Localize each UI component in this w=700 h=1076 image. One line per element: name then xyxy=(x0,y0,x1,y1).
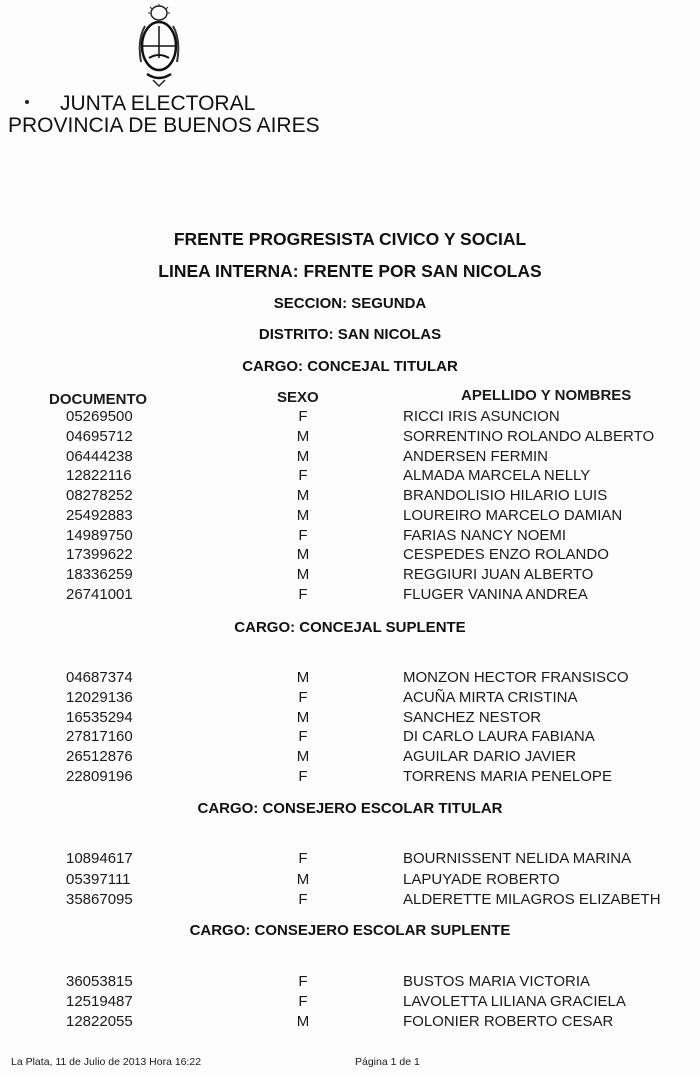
sex-cell: M xyxy=(296,669,310,686)
cargo-heading: CARGO: CONSEJERO ESCOLAR SUPLENTE xyxy=(189,922,511,939)
coat-of-arms-seal-icon xyxy=(137,4,181,88)
sex-cell: M xyxy=(296,871,310,888)
name-cell: SANCHEZ NESTOR xyxy=(403,709,542,726)
document-cell: 05397111 xyxy=(66,871,131,888)
column-header-names: APELLIDO Y NOMBRES xyxy=(461,387,632,404)
table-row xyxy=(0,527,700,547)
table-row xyxy=(0,408,700,428)
document-cell: 16535294 xyxy=(66,709,133,726)
name-cell: LAVOLETTA LILIANA GRACIELA xyxy=(403,993,626,1010)
sex-cell: F xyxy=(298,408,308,425)
document-cell: 12029136 xyxy=(66,689,133,706)
document-cell: 10894617 xyxy=(66,850,133,867)
document-cell: 17399622 xyxy=(66,546,133,563)
name-cell: LOUREIRO MARCELO DAMIAN xyxy=(403,507,623,524)
sex-cell: F xyxy=(298,973,308,990)
party-title: FRENTE PROGRESISTA CIVICO Y SOCIAL xyxy=(173,229,527,249)
table-row xyxy=(0,709,700,729)
document-cell: 04695712 xyxy=(66,428,133,445)
name-cell: TORRENS MARIA PENELOPE xyxy=(403,768,612,785)
district-title: DISTRITO: SAN NICOLAS xyxy=(258,326,442,343)
table-row xyxy=(0,891,700,911)
sex-cell: F xyxy=(298,689,308,706)
cargo-heading: CARGO: CONCEJAL TITULAR xyxy=(242,358,458,375)
sex-cell: M xyxy=(296,709,310,726)
sex-cell: M xyxy=(296,448,310,465)
sex-cell: M xyxy=(296,546,310,563)
document-cell: 14989750 xyxy=(66,527,133,544)
name-cell: ANDERSEN FERMIN xyxy=(403,448,549,465)
table-row xyxy=(0,669,700,689)
table-row xyxy=(0,428,700,448)
cargo-heading: CARGO: CONCEJAL SUPLENTE xyxy=(234,619,466,636)
footer-page-number: Página 1 de 1 xyxy=(355,1056,420,1068)
sex-cell: F xyxy=(298,586,308,603)
name-cell: FOLONIER ROBERTO CESAR xyxy=(403,1013,614,1030)
document-cell: 08278252 xyxy=(66,487,133,504)
sex-cell: M xyxy=(296,1013,310,1030)
sex-cell: F xyxy=(298,850,308,867)
document-cell: 35867095 xyxy=(66,891,133,908)
table-row xyxy=(0,487,700,507)
sex-cell: F xyxy=(298,527,308,544)
name-cell: FLUGER VANINA ANDREA xyxy=(403,586,588,603)
sex-cell: M xyxy=(296,566,310,583)
sex-cell: F xyxy=(298,993,308,1010)
document-cell: 26512876 xyxy=(66,748,133,765)
column-header-document: DOCUMENTO xyxy=(49,391,148,408)
document-cell: 06444238 xyxy=(66,448,133,465)
document-cell: 27817160 xyxy=(66,728,133,745)
sex-cell: M xyxy=(296,748,310,765)
table-row xyxy=(0,507,700,527)
sex-cell: M xyxy=(296,487,310,504)
name-cell: LAPUYADE ROBERTO xyxy=(403,871,560,888)
document-cell: 26741001 xyxy=(66,586,133,603)
document-cell: 12519487 xyxy=(66,993,133,1010)
name-cell: FARIAS NANCY NOEMI xyxy=(403,527,567,544)
sex-cell: F xyxy=(298,467,308,484)
name-cell: ACUÑA MIRTA CRISTINA xyxy=(403,689,578,706)
document-cell: 18336259 xyxy=(66,566,133,583)
name-cell: ALMADA MARCELA NELLY xyxy=(403,467,591,484)
table-row xyxy=(0,566,700,586)
footer-date: La Plata, 11 de Julio de 2013 Hora 16:22 xyxy=(11,1056,202,1068)
bullet-dot xyxy=(25,100,29,104)
name-cell: MONZON HECTOR FRANSISCO xyxy=(403,669,629,686)
table-row xyxy=(0,467,700,487)
sex-cell: M xyxy=(296,428,310,445)
name-cell: BRANDOLISIO HILARIO LUIS xyxy=(403,487,608,504)
table-row xyxy=(0,1013,700,1033)
table-row xyxy=(0,993,700,1013)
document-cell: 05269500 xyxy=(66,408,133,425)
table-row xyxy=(0,748,700,768)
sex-cell: F xyxy=(298,728,308,745)
table-row xyxy=(0,973,700,993)
sex-cell: F xyxy=(298,891,308,908)
name-cell: SORRENTINO ROLANDO ALBERTO xyxy=(403,428,655,445)
name-cell: ALDERETTE MILAGROS ELIZABETH xyxy=(403,891,661,908)
table-row xyxy=(0,850,700,870)
table-row xyxy=(0,728,700,748)
document-cell: 22809196 xyxy=(66,768,133,785)
document-cell: 36053815 xyxy=(66,973,133,990)
org-name-line2: PROVINCIA DE BUENOS AIRES xyxy=(8,114,320,137)
table-row xyxy=(0,546,700,566)
name-cell: AGUILAR DARIO JAVIER xyxy=(403,748,577,765)
internal-line-title: LINEA INTERNA: FRENTE POR SAN NICOLAS xyxy=(158,261,542,281)
name-cell: DI CARLO LAURA FABIANA xyxy=(403,728,595,745)
table-row xyxy=(0,768,700,788)
sex-cell: M xyxy=(296,507,310,524)
document-cell: 04687374 xyxy=(66,669,133,686)
sex-cell: F xyxy=(298,768,308,785)
org-name-line1: JUNTA ELECTORAL xyxy=(60,92,256,115)
column-header-sex: SEXO xyxy=(277,389,319,406)
document-cell: 12822055 xyxy=(66,1013,133,1030)
name-cell: CESPEDES ENZO ROLANDO xyxy=(403,546,609,563)
cargo-heading: CARGO: CONSEJERO ESCOLAR TITULAR xyxy=(197,800,503,817)
name-cell: REGGIURI JUAN ALBERTO xyxy=(403,566,594,583)
document-cell: 12822116 xyxy=(66,467,132,484)
document-cell: 25492883 xyxy=(66,507,133,524)
table-row xyxy=(0,448,700,468)
name-cell: BUSTOS MARIA VICTORIA xyxy=(403,973,590,990)
table-row xyxy=(0,689,700,709)
table-row xyxy=(0,586,700,606)
section-title: SECCION: SEGUNDA xyxy=(273,295,427,312)
table-row xyxy=(0,871,700,891)
name-cell: RICCI IRIS ASUNCION xyxy=(403,408,560,425)
name-cell: BOURNISSENT NELIDA MARINA xyxy=(403,850,632,867)
